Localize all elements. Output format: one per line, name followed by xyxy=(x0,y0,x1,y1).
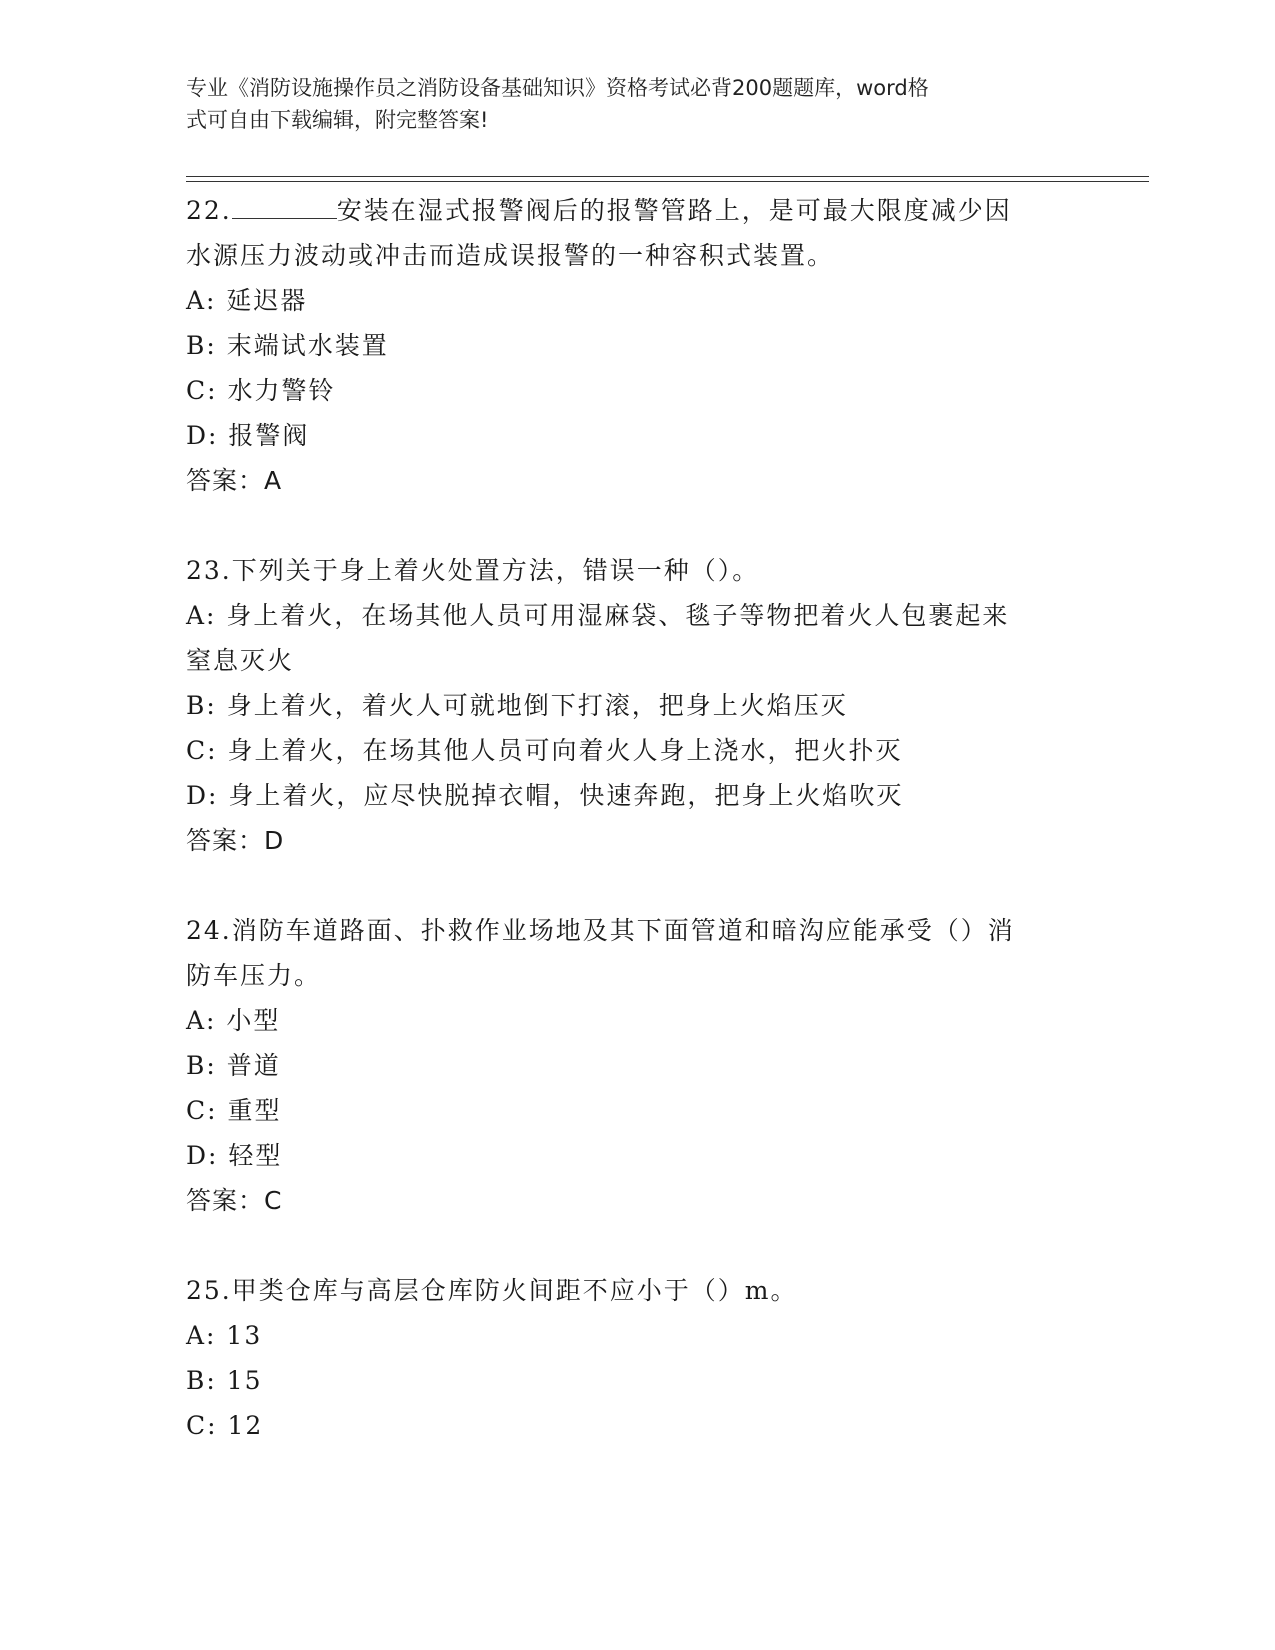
document-header xyxy=(186,72,1066,136)
answer: 答案：A xyxy=(186,466,283,495)
option-a: A: 延迟器 xyxy=(186,286,308,315)
option-b: B: 末端试水装置 xyxy=(186,331,389,360)
option-a: A: 身上着火，在场其他人员可用湿麻袋、毯子等物把着火人包裹起来 xyxy=(186,601,1010,630)
question-23 xyxy=(186,548,1086,863)
option-a-continued: 窒息灭火 xyxy=(186,646,295,675)
question-stem-text: 安装在湿式报警阀后的报警管路上，是可最大限度减少因 xyxy=(336,196,1012,225)
question-24 xyxy=(186,908,1086,1223)
option-a: A: 小型 xyxy=(186,1006,281,1035)
header-divider-top xyxy=(186,176,1149,177)
question-number: 25. xyxy=(186,1276,232,1305)
question-stem-text: 甲类仓库与高层仓库防火间距不应小于（）m。 xyxy=(231,1276,798,1305)
question-stem xyxy=(186,188,1086,233)
question-number: 24. xyxy=(186,916,232,945)
question-number: 22. xyxy=(186,196,232,225)
option-b: B: 普道 xyxy=(186,1051,281,1080)
question-25 xyxy=(186,1268,1086,1448)
question-stem-text: 消防车道路面、扑救作业场地及其下面管道和暗沟应能承受（）消 xyxy=(231,916,1015,945)
answer: 答案：C xyxy=(186,1186,283,1215)
option-d: D: 身上着火，应尽快脱掉衣帽，快速奔跑，把身上火焰吹灭 xyxy=(186,781,904,810)
question-stem xyxy=(186,1268,1086,1313)
option-c: C: 12 xyxy=(186,1411,264,1440)
question-stem-continued: 防车压力。 xyxy=(186,961,322,990)
question-22 xyxy=(186,188,1086,503)
option-a: A: 13 xyxy=(186,1321,263,1350)
question-stem xyxy=(186,908,1086,953)
option-b: B: 身上着火，着火人可就地倒下打滚，把身上火焰压灭 xyxy=(186,691,848,720)
question-stem xyxy=(186,548,1086,593)
answer: 答案：D xyxy=(186,826,285,855)
option-d: D: 报警阀 xyxy=(186,421,310,450)
fill-in-blank xyxy=(232,196,337,219)
option-c: C: 水力警铃 xyxy=(186,376,336,405)
question-stem-text: 下列关于身上着火处置方法，错误一种（）。 xyxy=(231,556,760,585)
header-line-2: 式可自由下载编辑，附完整答案! xyxy=(186,108,489,132)
question-number: 23. xyxy=(186,556,232,585)
header-divider-bottom xyxy=(186,181,1149,182)
option-b: B: 15 xyxy=(186,1366,263,1395)
option-d: D: 轻型 xyxy=(186,1141,283,1170)
header-line-1: 专业《消防设施操作员之消防设备基础知识》资格考试必背200题题库，word格 xyxy=(186,76,929,100)
question-stem-continued: 水源压力波动或冲击而造成误报警的一种容积式装置。 xyxy=(186,241,835,270)
option-c: C: 身上着火，在场其他人员可向着火人身上浇水，把火扑灭 xyxy=(186,736,903,765)
option-c: C: 重型 xyxy=(186,1096,282,1125)
question-list xyxy=(186,188,1086,1493)
